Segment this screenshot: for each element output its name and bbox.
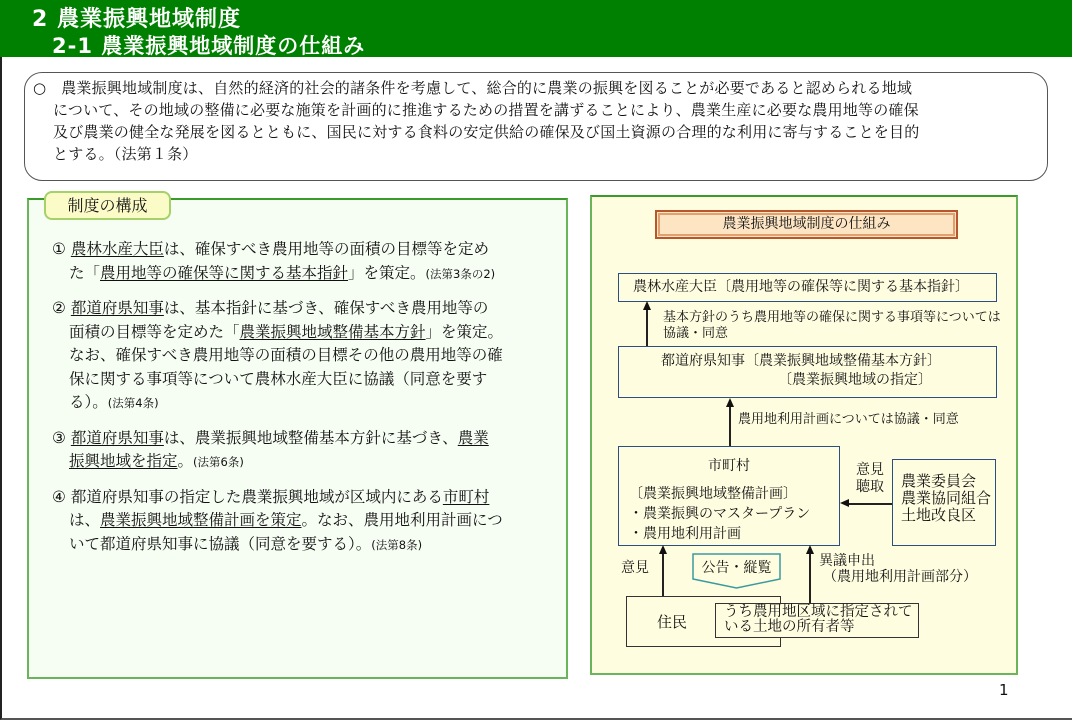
intro-line-4: とする。（法第１条） [53,145,198,163]
intro-line-2: について、その地域の整備に必要な施策を計画的に推進するための措置を講ずることにより、農業生産に必要な農用地等の確保 [53,101,919,119]
intro-line-3: 及び農業の健全な発展を図るとともに、国民に対する食料の安定供給の確保及び国土資源の合理的な利用に寄与することを目的 [53,123,920,141]
page-number: 1 [999,681,1009,699]
landowners-box: うち農用地区域に指定されて いる土地の所有者等 [715,603,919,638]
slide-header [0,0,1072,57]
arrow-orgs-to-municipality [846,503,892,505]
arrow-head-icon [806,545,814,554]
arrow-head-icon [643,301,651,310]
objection-label: 異議申出 （農用地利用計画部分） [819,553,977,585]
structure-item-3: ③ 都道府県知事は、農業振興地域整備基本方針に基づき、農業 振興地域を指定。(法第6条) [52,428,489,470]
intro-line-1: ○ 農業振興地域制度は、自然的経済的社会的諸条件を考慮して、総合的に農業の振興を図ることが必要であると認められる地域 [33,79,913,97]
consultation-label-2: 農用地利用計画については協議・同意 [738,412,959,427]
public-notice-badge: 公告・縦覧 [692,553,781,589]
law-reference: (法第6条) [193,455,244,469]
hearing-label: 意見 聴取 [856,462,884,495]
law-reference: (法第3条の2) [425,266,496,281]
circle-bullet-icon: ○ [33,79,47,97]
residents-box: 住民 [626,596,781,647]
law-reference: (法第4条) [107,396,159,410]
subsection-title: 2-1 農業振興地域制度の仕組み [52,34,366,58]
consultation-label-1: 基本方針のうち農用地等の確保に関する事項等については 協議・同意 [663,310,1001,341]
arrow-residents-opinion [662,553,664,596]
section-title: 2 農業振興地域制度 [32,7,241,32]
opinion-label: 意見 [621,560,649,576]
structure-items [52,238,562,568]
arrow-municipality-to-governor [729,406,731,446]
minister-box: 農林水産大臣〔農用地等の確保等に関する基本指針〕 [618,273,997,302]
law-reference: (法第8条) [371,537,423,552]
arrow-owners-objection [809,553,811,603]
structure-item-4: ④ 都道府県知事の指定した農業振興地域が区域内にある市町村 は、農業振興地域整備計画を策定。なお、農用地利用計画につ いて都道府県知事に協議（同意を要する）。(法第8条) [52,487,503,553]
arrow-head-icon [659,545,667,554]
arrow-head-icon [840,499,849,507]
arrow-governor-to-minister [646,308,648,346]
structure-tab-label: 制度の構成 [44,191,171,220]
municipality-box: 市町村 〔農業振興地域整備計画〕 ・農業振興のマスタープラン ・農用地利用計画 [618,446,840,546]
structure-item-2: ② 都道府県知事は、基本指針に基づき、確保すべき農用地等の 面積の目標等を定めた「農業振興地域整備基本方針」を策定。 なお、確保すべき農用地等の面積の目標その他の農用地等の確 保に関する事項等について農林水産大臣に協議（同意を要す る）。(法第4条) [52,299,504,411]
intro-box [24,72,1048,181]
organizations-box: 農業委員会 農業協同組合 土地改良区 [892,459,996,546]
diagram-title: 農業振興地域制度の仕組み [655,210,958,239]
actor-link: 農林水産大臣 [70,240,164,258]
arrow-head-icon [726,398,734,407]
governor-box: 都道府県知事〔農業振興地域整備基本方針〕 〔農業振興地域の指定〕 [618,346,997,398]
structure-item-1: ① 農林水産大臣は、確保すべき農用地等の面積の目標等を定め た「農用地等の確保等に関する基本指針」を策定。(法第3条の2) [52,240,496,282]
